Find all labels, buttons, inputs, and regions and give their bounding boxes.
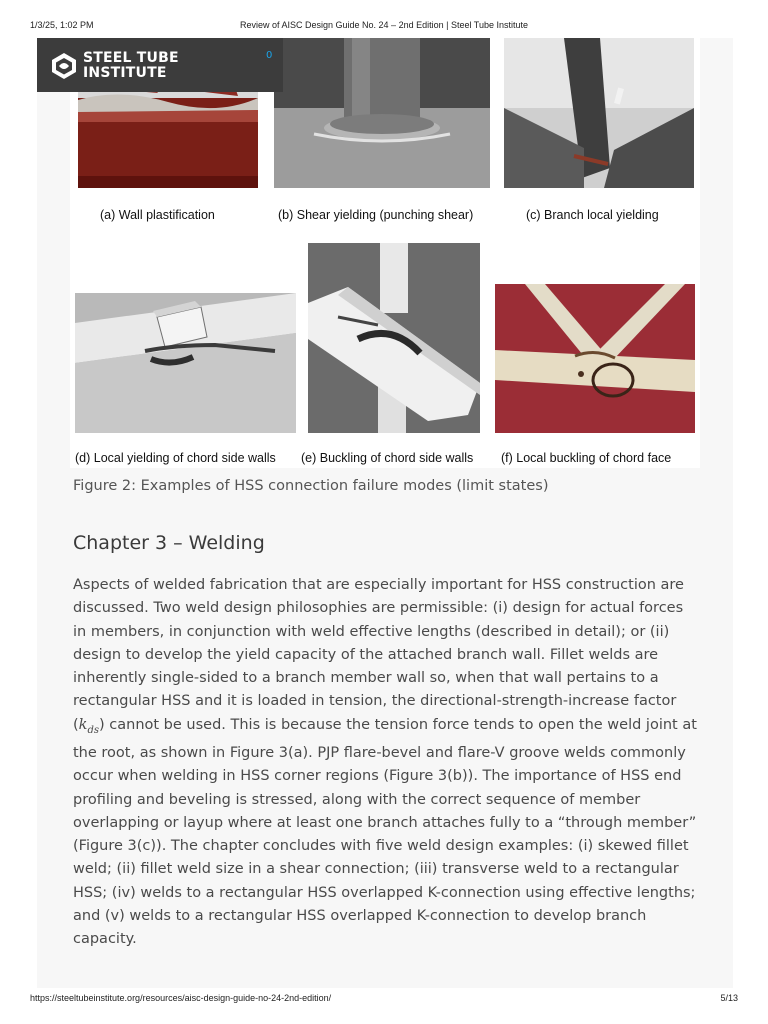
- kds-symbol-base: k: [78, 716, 88, 733]
- kds-symbol: [78, 716, 100, 736]
- chapter-heading: Chapter 3 – Welding: [73, 532, 265, 554]
- print-page-title: Review of AISC Design Guide No. 24 – 2nd Edition | Steel Tube Institute: [239, 20, 528, 30]
- body-text-part-2: ) cannot be used. This is because the tension force tends to open the weld joint at the root, as shown in Figure 3(a). PJP flare-bevel and flare-V groove welds commonly occur when welding in HSS corner regions (Figure 3(b)). The importance of HSS end profiling and beveling is stressed, along with the correct sequence of member overlapping or layup where at least one branch attaches fully to a “through member” (Figure 3(c)). The chapter concludes with five weld design examples: (i) skewed fillet weld; (ii) fillet weld size in a shear connection; (iii) transverse weld to a rectangular HSS; (iv) welds to a rectangular HSS overlapped K-connection using effective lengths; and (v) welds to a rectangular HSS overlapped K-connection to develop branch capacity.: [73, 716, 697, 948]
- panel-label-e: (e) Buckling of chord side walls: [301, 451, 474, 465]
- figure-caption: Figure 2: Examples of HSS connection failure modes (limit states): [73, 478, 549, 494]
- chapter-body: [73, 574, 697, 952]
- photo-chord-face-buckling: [495, 284, 695, 433]
- photo-chord-side-wall-buckling: [308, 243, 480, 433]
- print-header: [0, 20, 768, 32]
- panel-label-c: (c) Branch local yielding: [526, 208, 659, 222]
- logo-indicator: 0: [266, 50, 273, 61]
- print-datetime: 1/3/25, 1:02 PM: [30, 20, 94, 30]
- figure-panel: [70, 38, 700, 468]
- photo-shear-yielding: [274, 38, 490, 188]
- print-footer: [0, 993, 768, 1005]
- logo-line-2: INSTITUTE: [83, 65, 167, 81]
- panel-label-f: (f) Local buckling of chord face: [501, 451, 672, 465]
- photo-chord-side-wall-yielding: [75, 293, 296, 433]
- panel-label-a: (a) Wall plastification: [100, 208, 215, 222]
- site-logo-text: [83, 51, 179, 81]
- logo-line-1: STEEL TUBE: [83, 50, 179, 66]
- body-text-part-1: Aspects of welded fabrication that are especially important for HSS construction are discussed. Two weld design philosophies are permissible: (i) design for actual forces in members, in conjunction with weld effective lengths (described in detail); or (ii) design to develop the yield capacity of the attached branch wall. Fillet welds are inherently single-sided to a branch member wall so, when that wall pertains to a rectangular HSS and it is loaded in tension, the directional-strength-increase factor (: [73, 577, 684, 733]
- kds-symbol-subscript: ds: [87, 724, 100, 736]
- print-page-number: 5/13: [720, 993, 738, 1003]
- panel-label-b: (b) Shear yielding (punching shear): [278, 208, 474, 222]
- photo-branch-local-yielding: [504, 38, 694, 188]
- sti-logo-icon: [51, 52, 77, 80]
- panel-label-d: (d) Local yielding of chord side walls: [75, 451, 276, 465]
- site-logo-bar[interactable]: [37, 38, 283, 92]
- print-url: https://steeltubeinstitute.org/resources/aisc-design-guide-no-24-2nd-edition/: [30, 993, 332, 1003]
